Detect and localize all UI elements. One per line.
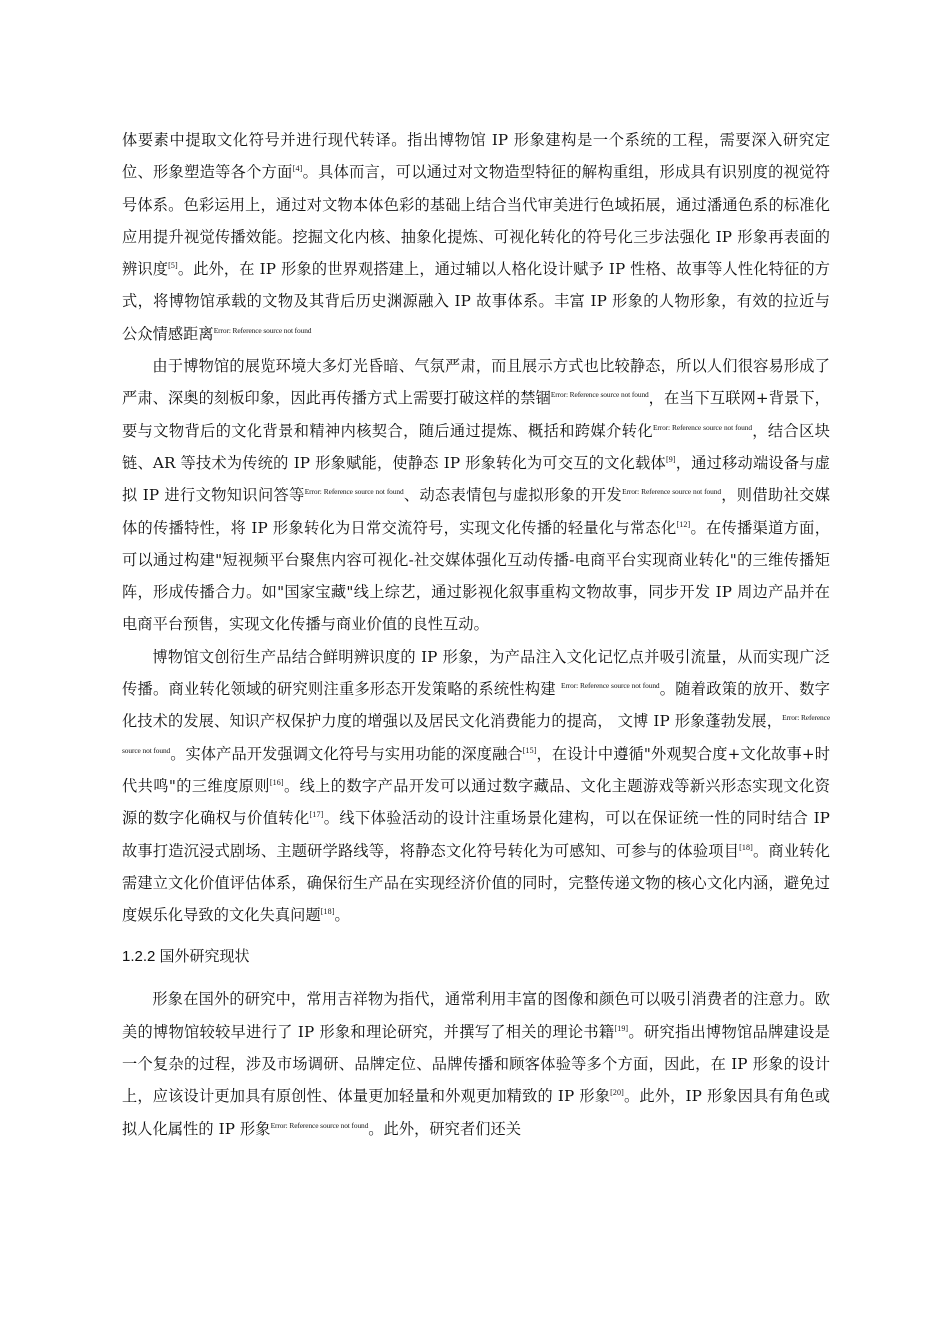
text-run: ，在设计中遵循"外观契合度+文化故事+时代共鸣"的三维度原则 bbox=[122, 744, 830, 795]
paragraph bbox=[122, 983, 830, 1144]
text-run: 。在传播渠道方面，可以通过构建"短视频平台聚焦内容可视化-社交媒体强化互动传播-电商平台实现商业转化"的三维传播矩阵，形成传播合力。如"国家宝藏"线上综艺，通过影视化叙事重构文物故事，同步开发 IP 周边产品并在电商平台预售，实现文化传播与商业价值的良性互动。 bbox=[122, 518, 830, 634]
section-heading: 1.2.2 国外研究现状 bbox=[122, 948, 250, 966]
body-text-section-1-2-1 bbox=[122, 124, 830, 931]
citation-ref: [4] bbox=[292, 164, 303, 174]
text-run: 。研究指出博物馆品牌建设是一个复杂的过程，涉及市场调研、品牌定位、品牌传播和顾客体验等多个方面，因此，在 IP 形象的设计上，应该设计更加具有原创性、体量更加轻量和外观更加精致的 IP 形象 bbox=[122, 1022, 830, 1106]
text-run: 。线下体验活动的设计注重场景化建构，可以在保证统一性的同时结合 IP 故事打造沉浸式剧场、主题研学路线等，将静态文化符号转化为可感知、可参与的体验项目 bbox=[122, 809, 831, 860]
broken-citation-ref: Error: Reference source not found bbox=[622, 487, 721, 497]
citation-ref: [20] bbox=[610, 1088, 624, 1098]
citation-ref: [18] bbox=[320, 907, 335, 917]
citation-ref: [5] bbox=[168, 261, 178, 271]
text-run: 。商业转化需建立文化价值评估体系，确保衍生产品在实现经济价值的同时，完整传递文物的核心文化内涵，避免过度娱乐化导致的文化失真问题 bbox=[122, 841, 830, 925]
text-run: 。具体而言，可以通过对文物造型特征的解构重组，形成具有识别度的视觉符号体系。色彩运用上，通过对文物本体色彩的基础上结合当代审美进行色域拓展，通过潘通色系的标准化应用提升视觉传播效能。挖掘文化内核、抽象化提炼、可视化转化的符号化三步法强化 IP 形象再表面的辨识度 bbox=[122, 163, 830, 279]
text-run: 体要素中提取文化符号并进行现代转译。指出博物馆 IP 形象建构是一个系统的工程，需要深入研究定位、形象塑造等各个方面 bbox=[122, 131, 830, 182]
body-text-section-1-2-2 bbox=[122, 983, 830, 1144]
broken-citation-ref: Error: Reference source not found bbox=[270, 1120, 369, 1130]
text-run: ，在当下互联网+背景下，要与文物背后的文化背景和精神内核契合，随后通过提炼、概括和跨媒介转化 bbox=[122, 389, 830, 440]
text-run: ，则借助社交媒体的传播特性，将 IP 形象转化为日常交流符号，实现文化传播的轻量化与常态化 bbox=[122, 486, 831, 537]
broken-citation-ref: Error: Reference source not found bbox=[122, 713, 831, 755]
broken-citation-ref: Error: Reference source not found bbox=[550, 390, 649, 400]
text-run: ，结合区块链、AR 等技术为传统的 IP 形象赋能，使静态 IP 形象转化为可交互的文化载体 bbox=[122, 421, 830, 472]
text-run: 、动态表情包与虚拟形象的开发 bbox=[403, 486, 623, 505]
citation-ref: [15] bbox=[522, 745, 537, 755]
text-run: 博物馆文创衍生产品结合鲜明辨识度的 IP 形象，为产品注入文化记忆点并吸引流量，从而实现广泛传播。商业转化领域的研究则注重多形态开发策略的系统性构建 bbox=[122, 647, 830, 699]
citation-ref: [17] bbox=[309, 810, 324, 820]
citation-ref: [19] bbox=[614, 1023, 629, 1033]
broken-citation-ref: Error: Reference source not found bbox=[652, 422, 752, 432]
text-run: 。此外，在 IP 形象的世界观搭建上，通过辅以人格化设计赋予 IP 性格、故事等人性化特征的方式，将博物馆承载的文物及其背后历史渊源融入 IP 故事体系。丰富 IP 形象的人物形象，有效的拉近与公众情感距离 bbox=[122, 260, 830, 343]
paragraph bbox=[122, 124, 830, 350]
broken-citation-ref: Error: Reference source not found bbox=[213, 325, 312, 335]
citation-ref: [9] bbox=[665, 454, 676, 464]
text-run: 。 bbox=[334, 906, 350, 925]
citation-ref: [16] bbox=[269, 777, 284, 787]
citation-ref: [18] bbox=[739, 842, 753, 852]
paragraph bbox=[122, 641, 830, 932]
text-run: 。线上的数字产品开发可以通过数字藏品、文化主题游戏等新兴形态实现文化资源的数字化确权与价值转化 bbox=[122, 776, 830, 828]
broken-citation-ref: Error: Reference source not found bbox=[561, 680, 660, 690]
text-run: 。此外，IP 形象因具有角色或拟人化属性的 IP 形象 bbox=[122, 1087, 831, 1138]
text-run: 。此外，研究者们还关 bbox=[368, 1119, 522, 1138]
text-run: 。实体产品开发强调文化符号与实用功能的深度融合 bbox=[170, 744, 523, 763]
paragraph bbox=[122, 350, 830, 641]
page-content bbox=[122, 124, 830, 1145]
broken-citation-ref: Error: Reference source not found bbox=[304, 487, 404, 497]
text-run: 。随着政策的放开、数字化技术的发展、知识产权保护力度的增强以及居民文化消费能力的提高， 文博 IP 形象蓬勃发展， bbox=[122, 680, 830, 731]
text-run: 形象在国外的研究中，常用吉祥物为指代，通常利用丰富的图像和颜色可以吸引消费者的注意力。欧美的博物馆较较早进行了 IP 形象和理论研究，并撰写了相关的理论书籍 bbox=[122, 990, 830, 1041]
citation-ref: [12] bbox=[676, 519, 691, 529]
text-run: ，通过移动端设备与虚拟 IP 进行文物知识问答等 bbox=[122, 453, 831, 505]
text-run: 由于博物馆的展览环境大多灯光昏暗、气氛严肃，而且展示方式也比较静态，所以人们很容易形成了严肃、深奥的刻板印象，因此再传播方式上需要打破这样的禁锢 bbox=[122, 357, 830, 408]
